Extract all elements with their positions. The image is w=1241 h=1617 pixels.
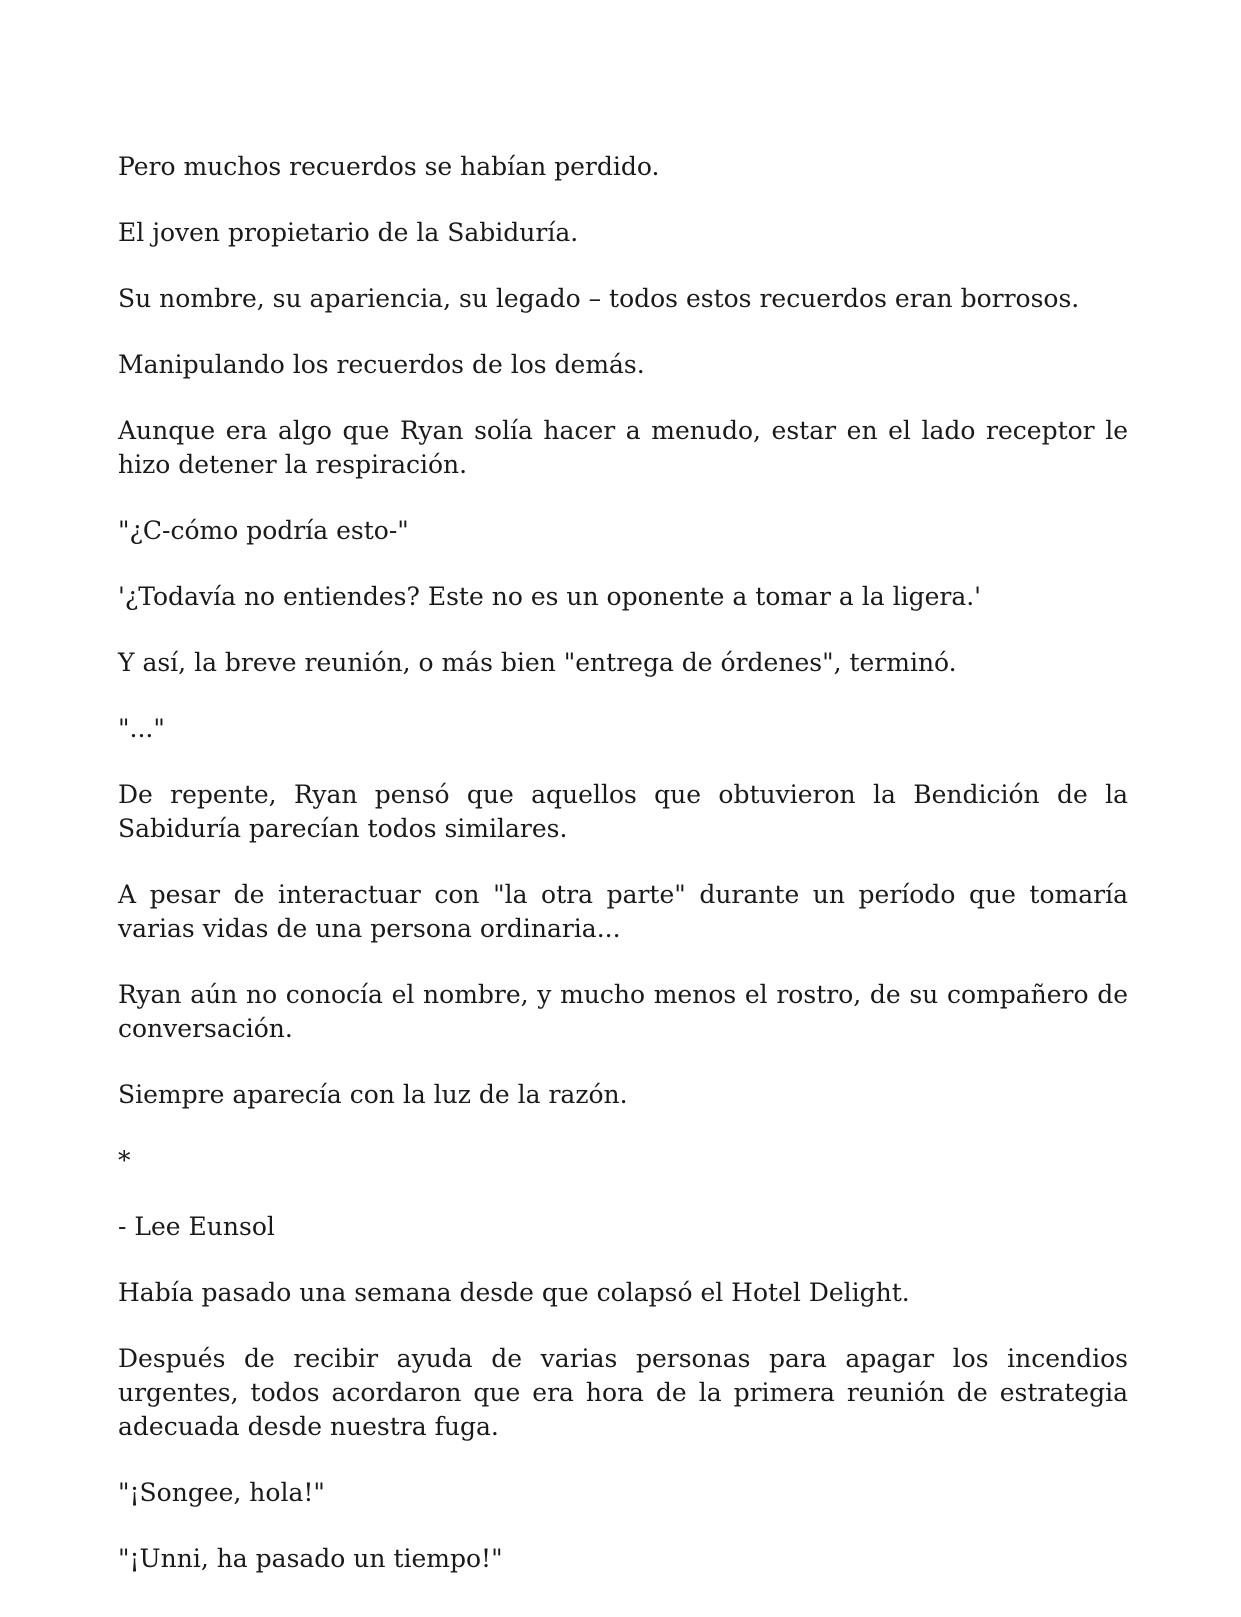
- paragraph: Y así, la breve reunión, o más bien "entrega de órdenes", terminó.: [118, 648, 957, 677]
- paragraph: '¿Todavía no entiendes? Este no es un oponente a tomar a la ligera.': [118, 582, 982, 611]
- paragraph: De repente, Ryan pensó que aquellos que obtuvieron la Bendición de la Sabiduría parecían todos similares.: [118, 780, 1128, 843]
- paragraph: Ryan aún no conocía el nombre, y mucho menos el rostro, de su compañero de conversación.: [118, 980, 1128, 1043]
- section-break: *: [118, 1146, 131, 1175]
- paragraph: Aunque era algo que Ryan solía hacer a menudo, estar en el lado receptor le hizo detener la respiración.: [118, 416, 1128, 479]
- paragraph: "¡Unni, ha pasado un tiempo!": [118, 1544, 503, 1573]
- paragraph: "¡Songee, hola!": [118, 1478, 325, 1507]
- paragraph: Después de recibir ayuda de varias personas para apagar los incendios urgentes, todos acordaron que era hora de la primera reunión de estrategia adecuada desde nuestra fuga.: [118, 1344, 1128, 1441]
- paragraph: Su nombre, su apariencia, su legado – todos estos recuerdos eran borrosos.: [118, 284, 1080, 313]
- paragraph: "¿C-cómo podría esto-": [118, 516, 409, 545]
- paragraph: El joven propietario de la Sabiduría.: [118, 218, 579, 247]
- paragraph: A pesar de interactuar con "la otra parte" durante un período que tomaría varias vidas de una persona ordinaria...: [118, 880, 1128, 943]
- paragraph: Siempre aparecía con la luz de la razón.: [118, 1080, 628, 1109]
- paragraph: "...": [118, 714, 165, 743]
- paragraph: Pero muchos recuerdos se habían perdido.: [118, 152, 660, 181]
- document-body: [118, 150, 1128, 1608]
- section-heading: - Lee Eunsol: [118, 1212, 275, 1241]
- paragraph: Había pasado una semana desde que colapsó el Hotel Delight.: [118, 1278, 910, 1307]
- paragraph: Manipulando los recuerdos de los demás.: [118, 350, 645, 379]
